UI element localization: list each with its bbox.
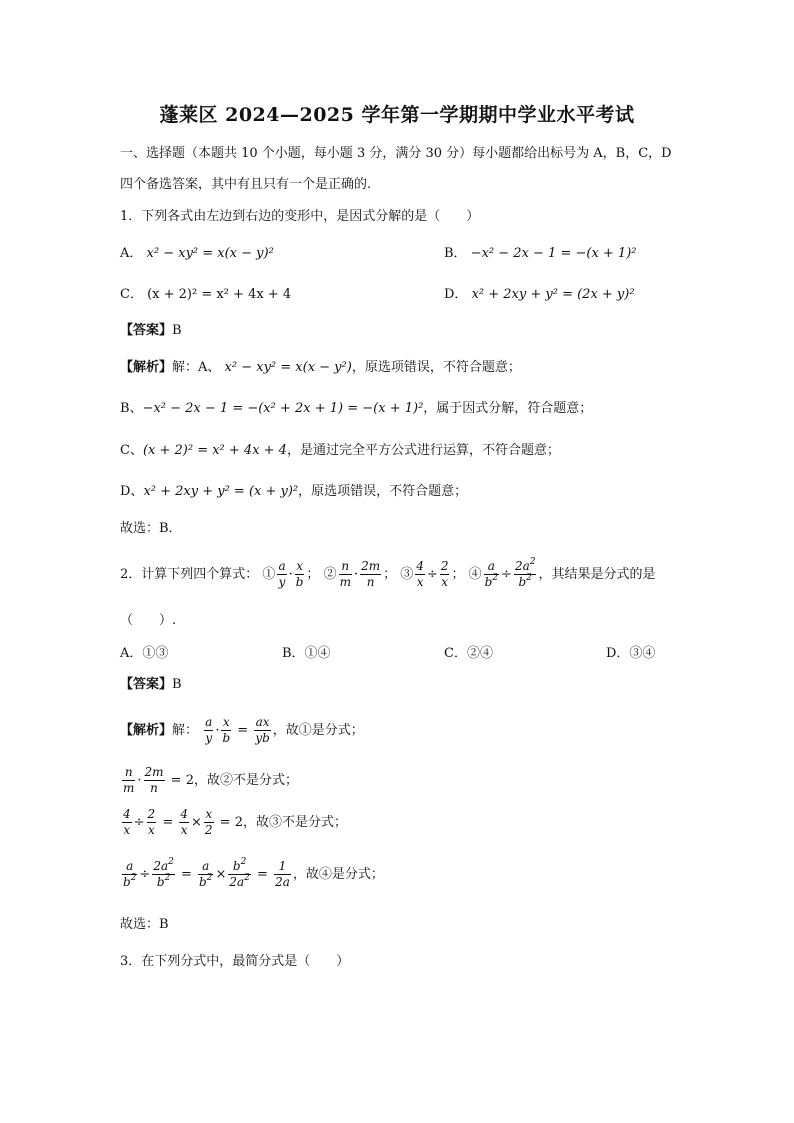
q2-stem-prefix: 2．计算下列四个算式： [120,567,259,582]
option-label: C． [120,287,143,302]
fraction: $\frac{a}{y}$ [278,559,286,589]
answer-tag: 【答案】 [120,323,173,338]
analysis-prefix: B、 [120,401,143,416]
q1-analysis-a [120,357,521,379]
q1-option-c [120,284,291,306]
fraction: $\frac{x}{b}$ [222,715,231,745]
fraction: $\frac{a}{b^2}$ [484,559,499,589]
circled-2: ② [323,567,337,582]
analysis-text: ，故③不是分式； [242,815,347,830]
option-label: A． [120,246,143,261]
fraction: $\frac{2m}{n}$ [144,765,164,795]
q1-answer [120,320,182,342]
fraction: $\frac{a}{y}$ [205,715,213,745]
fraction: $\frac{2m}{n}$ [361,559,381,589]
analysis-expr: (x + 2)² = x² + 4x + 4 [142,443,287,458]
q1-analysis-b [120,398,592,420]
fraction: $\frac{x}{2}$ [204,807,213,837]
q1-option-b [444,243,637,265]
fraction: $\frac{4}{x}$ [416,559,424,589]
analysis-prefix: 解： [172,723,199,738]
answer-value: B [172,677,182,692]
analysis-prefix: C、 [120,443,143,458]
page-title: 蓬莱区 2024—2025 学年第一学期期中学业水平考试 [159,104,635,126]
q2-option-b: B．①④ [282,646,331,661]
q2-answer [120,674,182,696]
q1-option-b-expr: −x² − 2x − 1 = −(x + 1)² [470,246,637,261]
q1-stem: 1．下列各式由左边到右边的变形中，是因式分解的是（ ） [120,209,480,224]
analysis-text: ，原选项错误，不符合题意； [351,360,521,375]
section-instruction-line1: 一、选择题（本题共 10 个小题，每小题 3 分，满分 30 分）每小题都给出标号为 A，B，C，D [120,146,672,161]
fraction: $\frac{x}{b}$ [295,559,304,589]
circled-3: ③ [400,567,414,582]
analysis-expr: x² − xy² = x(x − y²) [224,360,352,375]
q2-analysis-2: $\frac{n}{m}$ · $\frac{2m}{n}$ = 2，故②不是分式； [123,765,298,795]
answer-value: B [172,323,182,338]
q2-stem-suffix: ，其结果是分式的是 [538,567,656,582]
q1-analysis-c [120,440,560,462]
analysis-expr: −x² − 2x − 1 = −(x² + 2x + 1) = −(x + 1)² [142,401,424,416]
analysis-text: ，属于因式分解，符合题意； [423,401,593,416]
q3-stem: 3．在下列分式中，最简分式是（ ） [120,954,350,969]
fraction: $\frac{2a^2}{b^2}$ [514,557,536,589]
q2-stem: 2．计算下列四个算式： ① $\frac{a}{y}$ · $\frac{x}{b}$ ； ② $\frac{n}{m}$ · $\frac{2m}{n}$ ； ③ $\frac{4}{x}$ ÷ $\frac{2}{x}$ ； ④ $\frac{a}{b^2}$ ÷ $\frac{2a^2}{b^2}$ ，其结果是分式的是 [120,557,656,589]
q1-conclusion: 故选：B． [120,521,182,536]
analysis-expr: x² + 2xy + y² = (x + y)² [143,484,299,499]
answer-tag: 【答案】 [120,677,173,692]
q2-analysis-4: $\frac{a}{b^2}$ ÷ $\frac{2a^2}{b^2}$ = $\frac{a}{b^2}$ × $\frac{b^2}{2a^2}$ = $\frac{1}{2a}$ ，故④是分式； [123,857,384,889]
q1-option-c-expr: (x + 2)² = x² + 4x + 4 [147,287,292,302]
q2-conclusion: 故选：B [120,917,169,932]
q1-option-a-expr: x² − xy² = x(x − y)² [146,246,274,261]
fraction: $\frac{2a^2}{b^2}$ [153,857,174,889]
analysis-prefix: D、 [120,484,144,499]
fraction: $\frac{n}{m}$ [123,765,135,795]
fraction: $\frac{1}{2a}$ [275,859,290,889]
circled-4: ④ [468,567,482,582]
q2-option-d: D．③④ [606,646,656,661]
q2-option-a: A．①③ [120,646,169,661]
q2-analysis-1: 【解析】解： $\frac{a}{y}$ · $\frac{x}{b}$ = $\frac{ax}{yb}$ ，故①是分式； [120,715,364,745]
analysis-text: ，是通过完全平方公式进行运算，不符合题意； [286,443,560,458]
analysis-tag: 【解析】 [120,360,173,375]
option-label: B． [444,246,467,261]
analysis-text: ，故④是分式； [292,867,384,882]
fraction: $\frac{4}{x}$ [180,807,188,837]
q2-analysis-3: $\frac{4}{x}$ ÷ $\frac{2}{x}$ = $\frac{4}{x}$ × $\frac{x}{2}$ = 2，故③不是分式； [123,807,347,837]
fraction: $\frac{2}{x}$ [440,559,449,589]
fraction: $\frac{ax}{yb}$ [255,715,270,745]
analysis-text: ，故②不是分式； [193,773,298,788]
analysis-tag: 【解析】 [120,723,173,738]
analysis-prefix: 解：A、 [172,360,221,375]
fraction: $\frac{a}{b^2}$ [199,859,213,889]
circled-1: ① [262,567,276,582]
fraction: $\frac{4}{x}$ [123,807,131,837]
q1-option-a [120,243,274,265]
fraction: $\frac{a}{b^2}$ [123,859,137,889]
fraction: $\frac{2}{x}$ [147,807,156,837]
q2-paren: （ ）. [120,613,177,628]
q1-option-d [444,284,635,306]
q1-option-d-expr: x² + 2xy + y² = (2x + y)² [471,287,635,302]
option-label: D． [444,287,468,302]
section-instruction-line2: 四个备选答案，其中有且只有一个是正确的. [120,177,372,192]
analysis-text: ，原选项错误，不符合题意； [298,484,468,499]
fraction: $\frac{b^2}{2a^2}$ [229,857,250,889]
analysis-text: ，故①是分式； [272,723,364,738]
q2-option-c: C．②④ [444,646,493,661]
q1-analysis-d [120,481,467,503]
fraction: $\frac{n}{m}$ [339,559,351,589]
